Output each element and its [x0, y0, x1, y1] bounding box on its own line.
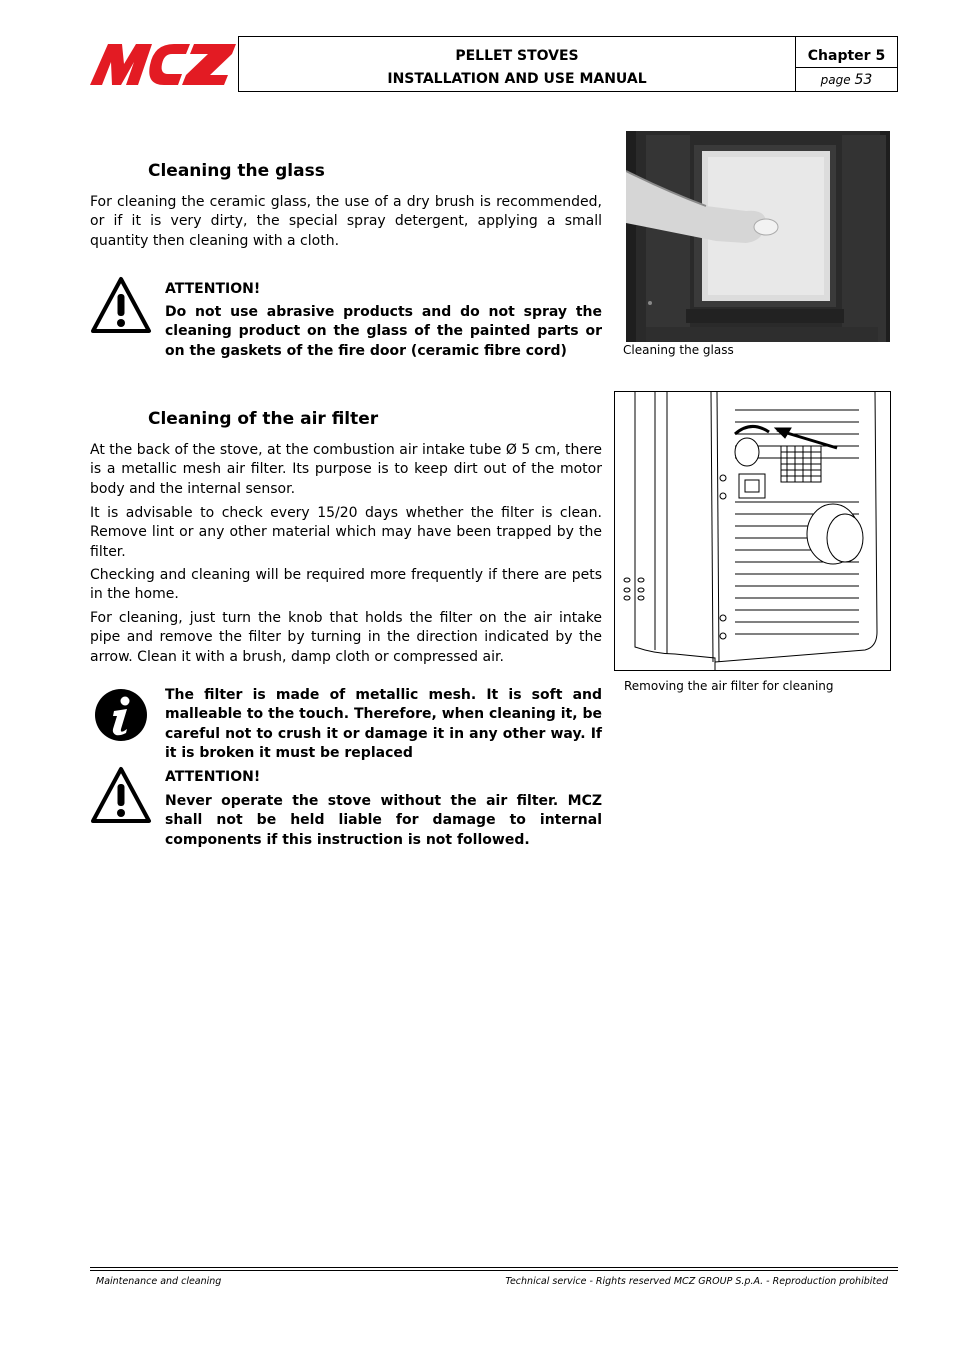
- page-indicator: [796, 68, 897, 93]
- page-number: 53: [854, 72, 873, 88]
- filter-paragraph-3: Checking and cleaning will be required more frequently if there are pets in the home.: [90, 567, 602, 603]
- heading-cleaning-glass: Cleaning the glass: [148, 161, 325, 181]
- warning-icon: [90, 766, 152, 828]
- footer-left: Maintenance and cleaning: [96, 1276, 222, 1287]
- page-label: page: [820, 73, 851, 87]
- glass-cleaning-photo: [626, 131, 890, 342]
- footer-divider: [90, 1270, 898, 1271]
- warning-icon: [90, 276, 152, 338]
- glass-image-caption: Cleaning the glass: [623, 343, 734, 357]
- header-box: [238, 36, 898, 92]
- mcz-logo: [90, 40, 236, 88]
- filter-paragraph-4: For cleaning, just turn the knob that holds the filter on the air intake pipe and remove the filter by turning in the direction indicated by the arrow. Clean it with a brush, damp cloth or compressed air.: [90, 610, 602, 665]
- filter-image-caption: Removing the air filter for cleaning: [624, 679, 834, 693]
- glass-paragraph: For cleaning the ceramic glass, the use of a dry brush is recommended, or if it is very dirty, the special spray detergent, applying a small quantity then cleaning with a cloth.: [90, 194, 602, 249]
- glass-attention-title: ATTENTION!: [165, 281, 261, 297]
- chapter-label: Chapter 5: [796, 37, 897, 68]
- air-filter-drawing: [614, 391, 891, 671]
- filter-paragraph-2: It is advisable to check every 15/20 days whether the filter is clean. Remove lint or any other material which may have been trapped by the filter.: [90, 505, 602, 560]
- footer-right: Technical service - Rights reserved MCZ GROUP S.p.A. - Reproduction prohibited: [505, 1276, 888, 1287]
- filter-attention-text: Never operate the stove without the air filter. MCZ shall not be held liable for damage to internal components if this instruction is not followed.: [165, 793, 602, 848]
- heading-cleaning-air-filter: Cleaning of the air filter: [148, 409, 379, 429]
- filter-attention-title: ATTENTION!: [165, 769, 261, 785]
- footer-divider: [90, 1267, 898, 1268]
- header-title: PELLET STOVES: [455, 48, 579, 64]
- header-subtitle: INSTALLATION AND USE MANUAL: [387, 71, 647, 87]
- info-icon: [94, 688, 148, 746]
- filter-info-text: The filter is made of metallic mesh. It is soft and malleable to the touch. Therefore, when cleaning it, be careful not to crush it or damage it in any other way. If it is broken it must be replaced: [165, 687, 602, 761]
- glass-attention-text: Do not use abrasive products and do not spray the cleaning product on the glass of the painted parts or on the gaskets of the fire door (ceramic fibre cord): [165, 304, 602, 359]
- filter-paragraph-1: At the back of the stove, at the combustion air intake tube Ø 5 cm, there is a metallic mesh air filter. Its purpose is to keep dirt out of the motor body and the internal sensor.: [90, 442, 602, 497]
